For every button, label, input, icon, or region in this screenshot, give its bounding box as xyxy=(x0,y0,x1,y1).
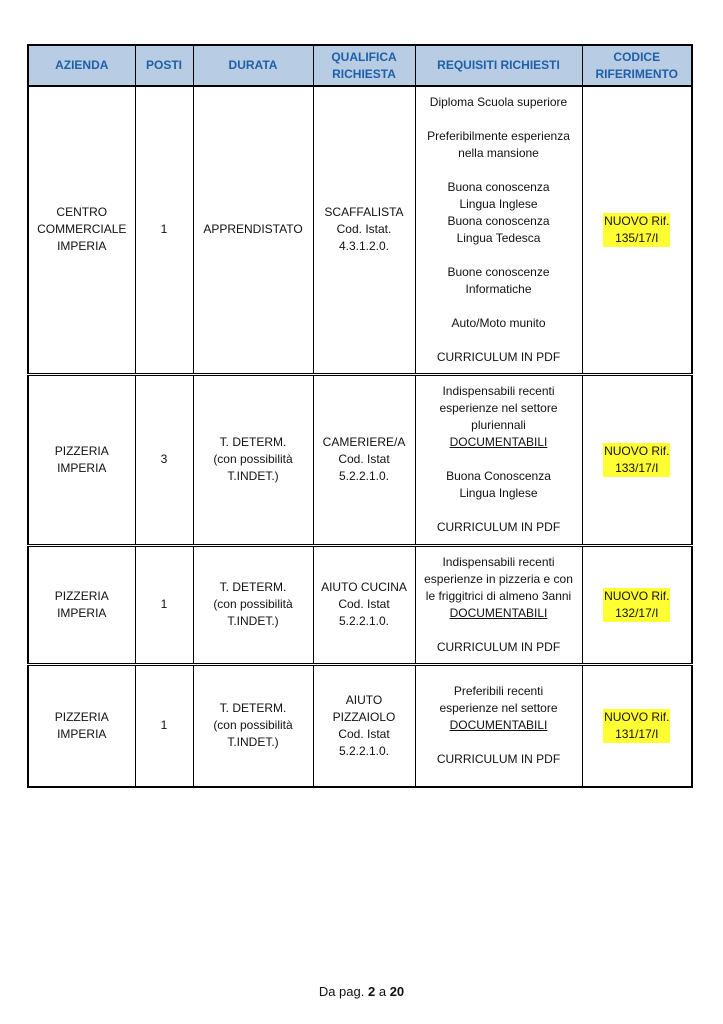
cell-requisiti xyxy=(415,664,582,787)
cell-codice xyxy=(582,86,692,374)
cell-qualifica: AIUTO PIZZAIOLO Cod. Istat 5.2.2.1.0. xyxy=(313,664,415,787)
cell-posti: 1 xyxy=(135,545,193,664)
cell-qualifica: CAMERIERE/A Cod. Istat 5.2.2.1.0. xyxy=(313,374,415,545)
footer-middle: a xyxy=(375,984,390,999)
requirement-item: CURRICULUM IN PDF xyxy=(436,349,561,364)
page-footer xyxy=(0,984,723,999)
table-header-row xyxy=(28,45,692,86)
cell-durata: T. DETERM. (con possibilità T.INDET.) xyxy=(193,664,313,787)
requirement-item: DOCUMENTABILI xyxy=(449,718,548,733)
highlighted-reference-code: NUOVO Rif. 132/17/I xyxy=(604,588,670,620)
header-azienda: AZIENDA xyxy=(28,45,135,86)
requirement-item: CURRICULUM IN PDF xyxy=(436,639,561,654)
cell-azienda: PIZZERIA IMPERIA xyxy=(28,664,135,787)
requirement-item: CURRICULUM IN PDF xyxy=(436,752,561,767)
cell-azienda: CENTRO COMMERCIALE IMPERIA xyxy=(28,86,135,374)
table-row xyxy=(28,664,692,787)
cell-durata: T. DETERM. (con possibilità T.INDET.) xyxy=(193,545,313,664)
cell-posti: 3 xyxy=(135,374,193,545)
requirement-item: Preferibili recenti esperienze nel settore xyxy=(439,684,558,716)
requirement-item: Buone conoscenze Informatiche xyxy=(447,264,550,296)
cell-durata: T. DETERM. (con possibilità T.INDET.) xyxy=(193,374,313,545)
requirement-item: Auto/Moto munito xyxy=(451,315,546,330)
header-requisiti: REQUISITI RICHIESTI xyxy=(415,45,582,86)
requirement-item: Buona conoscenza Lingua Tedesca xyxy=(447,213,550,245)
header-qualifica: QUALIFICA RICHIESTA xyxy=(313,45,415,86)
table-row xyxy=(28,545,692,664)
cell-codice xyxy=(582,374,692,545)
table-row xyxy=(28,374,692,545)
requirement-item: DOCUMENTABILI xyxy=(449,605,548,620)
cell-requisiti xyxy=(415,86,582,374)
cell-requisiti xyxy=(415,374,582,545)
footer-prefix: Da pag. xyxy=(318,984,368,999)
requirement-item: Diploma Scuola superiore xyxy=(429,94,568,109)
highlighted-reference-code: NUOVO Rif. 131/17/I xyxy=(604,709,670,741)
cell-azienda: PIZZERIA IMPERIA xyxy=(28,374,135,545)
requirement-item: Buona conoscenza Lingua Inglese xyxy=(447,179,550,211)
footer-page-number: 2 xyxy=(367,984,376,999)
header-durata: DURATA xyxy=(193,45,313,86)
requirement-item: Indispensabili recenti esperienze in pizzeria e con le friggitrici di almeno 3anni xyxy=(424,554,573,603)
cell-qualifica: AIUTO CUCINA Cod. Istat 5.2.2.1.0. xyxy=(313,545,415,664)
table-row xyxy=(28,86,692,374)
cell-codice xyxy=(582,664,692,787)
highlighted-reference-code: NUOVO Rif. 135/17/I xyxy=(604,213,670,245)
cell-durata: APPRENDISTATO xyxy=(193,86,313,374)
requirement-item: CURRICULUM IN PDF xyxy=(436,520,561,534)
cell-codice xyxy=(582,545,692,664)
cell-azienda: PIZZERIA IMPERIA xyxy=(28,545,135,664)
requirement-item: Buona Conoscenza Lingua Inglese xyxy=(446,469,551,500)
footer-total-pages: 20 xyxy=(389,984,405,999)
header-codice: CODICE RIFERIMENTO xyxy=(582,45,692,86)
cell-posti: 1 xyxy=(135,664,193,787)
requirement-item: Indispensabili recenti esperienze nel settore pluriennali xyxy=(439,384,558,432)
requirement-item: Preferibilmente esperienza nella mansione xyxy=(427,128,570,160)
requirement-item: DOCUMENTABILI xyxy=(449,435,548,449)
job-offers-table xyxy=(27,44,693,788)
header-posti: POSTI xyxy=(135,45,193,86)
cell-posti: 1 xyxy=(135,86,193,374)
cell-requisiti xyxy=(415,545,582,664)
highlighted-reference-code: NUOVO Rif. 133/17/I xyxy=(604,443,670,475)
cell-qualifica: SCAFFALISTA Cod. Istat. 4.3.1.2.0. xyxy=(313,86,415,374)
